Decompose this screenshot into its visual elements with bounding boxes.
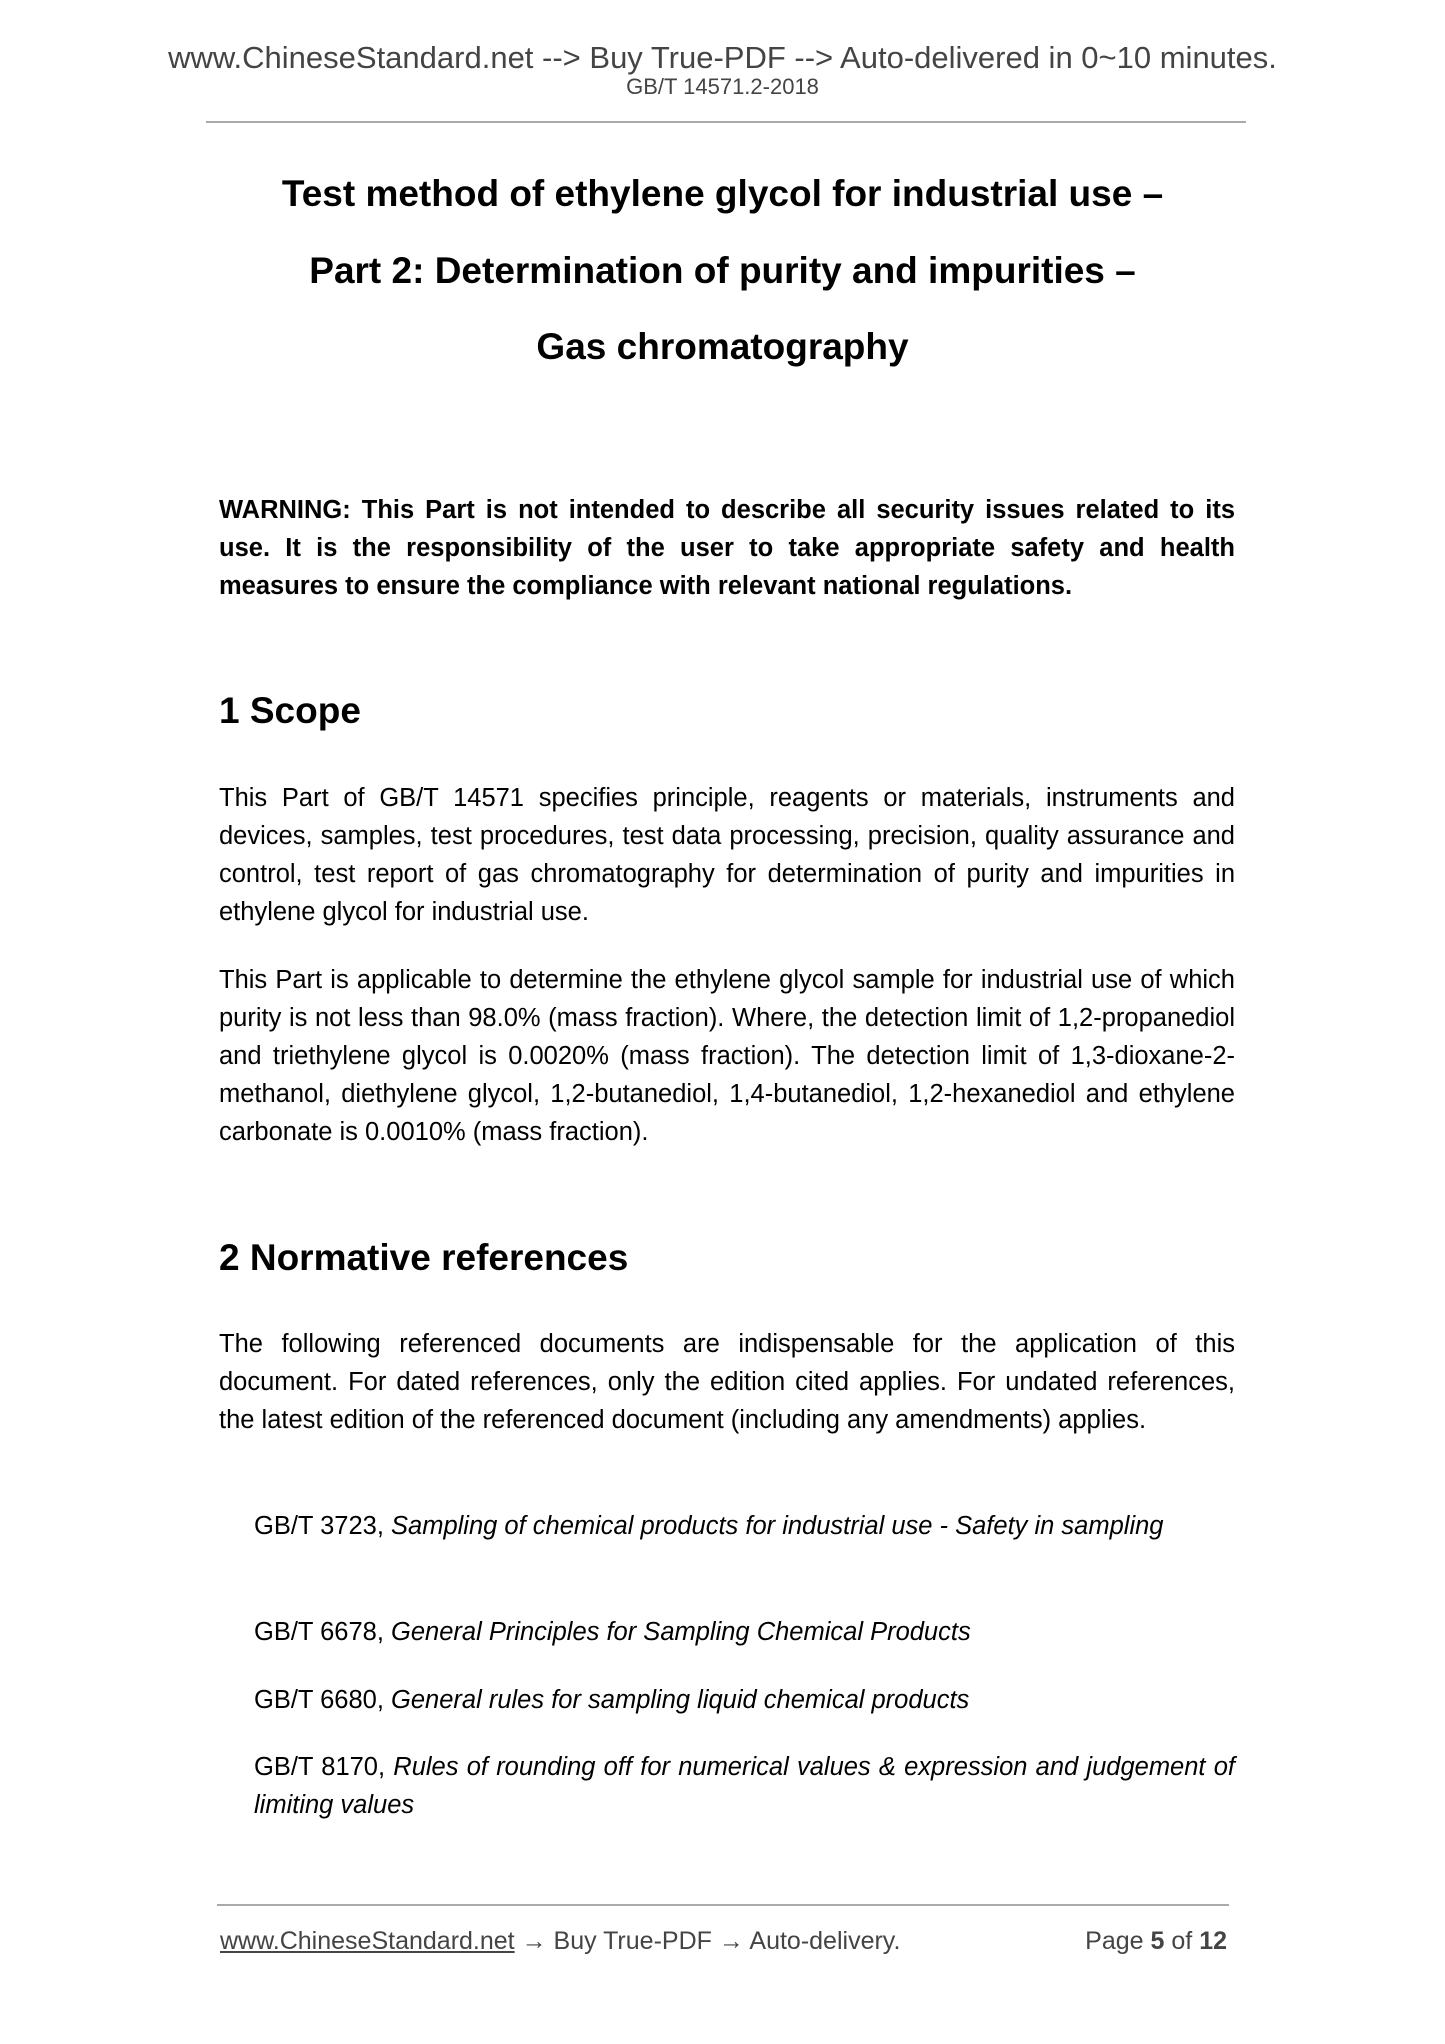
reference-title: Sampling of chemical products for industrial use - Safety in sampling <box>391 1512 1164 1540</box>
scope-paragraph-1: This Part of GB/T 14571 specifies principle, reagents or materials, instruments and devices, samples, test procedures, test data processing, precision, quality assurance and control, test report of gas chromatography for determination of purity and impurities in ethylene glycol for industrial use. <box>219 784 1235 926</box>
title-line-1: Test method of ethylene glycol for industrial use – <box>281 173 1164 214</box>
footer-divider <box>217 1904 1229 1906</box>
header-banner: www.ChineseStandard.net --> Buy True-PDF --> Auto-delivered in 0~10 minutes. <box>168 40 1277 75</box>
warning-text: WARNING: This Part is not intended to describe all security issues related to its use. It is the responsibility of the user to take appropriate safety and health measures to ensure the compliance with relevant national regulations. <box>219 496 1235 600</box>
normative-paragraph: The following referenced documents are indispensable for the application of this document. For dated references, only the edition cited applies. For undated references, the latest edition of the referenced document (including any amendments) applies. <box>219 1330 1235 1434</box>
reference-code: GB/T 6678, <box>254 1618 392 1646</box>
footer-text <box>220 1924 900 1958</box>
reference-title: General rules for sampling liquid chemical products <box>391 1686 970 1714</box>
reference-code: GB/T 8170, <box>254 1753 394 1781</box>
standard-number: GB/T 14571.2-2018 <box>626 74 819 99</box>
reference-code: GB/T 3723, <box>254 1512 392 1540</box>
reference-title: Rules of rounding off for numerical values & expression and judgement of limiting values <box>254 1753 1235 1819</box>
section-heading-scope: 1 Scope <box>219 690 361 731</box>
scope-paragraph-2: This Part is applicable to determine the ethylene glycol sample for industrial use of which purity is not less than 98.0% (mass fraction). Where, the detection limit of 1,2-propanediol and triethylene glycol is 0.0020% (mass fraction). The detection limit of 1,3-dioxane-2-methanol, diethylene glycol, 1,2-butanediol, 1,4-butanediol, 1,2-hexanediol and ethylene carbonate is 0.0010% (mass fraction). <box>219 966 1235 1146</box>
of-label: of <box>1171 1927 1193 1955</box>
current-page: 5 <box>1150 1927 1165 1955</box>
reference-item <box>254 1507 1235 1545</box>
reference-item <box>254 1613 1235 1651</box>
reference-code: GB/T 6680, <box>254 1686 392 1714</box>
total-pages: 12 <box>1199 1927 1227 1955</box>
page-label: Page <box>1085 1927 1144 1955</box>
reference-item <box>254 1681 1235 1719</box>
title-line-3: Gas chromatography <box>536 326 909 367</box>
title-line-2: Part 2: Determination of purity and impurities – <box>309 250 1136 291</box>
reference-title: General Principles for Sampling Chemical Products <box>391 1618 971 1646</box>
page-indicator <box>1085 1924 1227 1958</box>
reference-item <box>254 1748 1235 1824</box>
footer-rest: → Buy True-PDF → Auto-delivery. <box>514 1927 901 1955</box>
header-divider <box>206 121 1246 123</box>
footer-link[interactable]: www.ChineseStandard.net <box>220 1927 515 1955</box>
section-heading-normative-references: 2 Normative references <box>219 1237 629 1278</box>
